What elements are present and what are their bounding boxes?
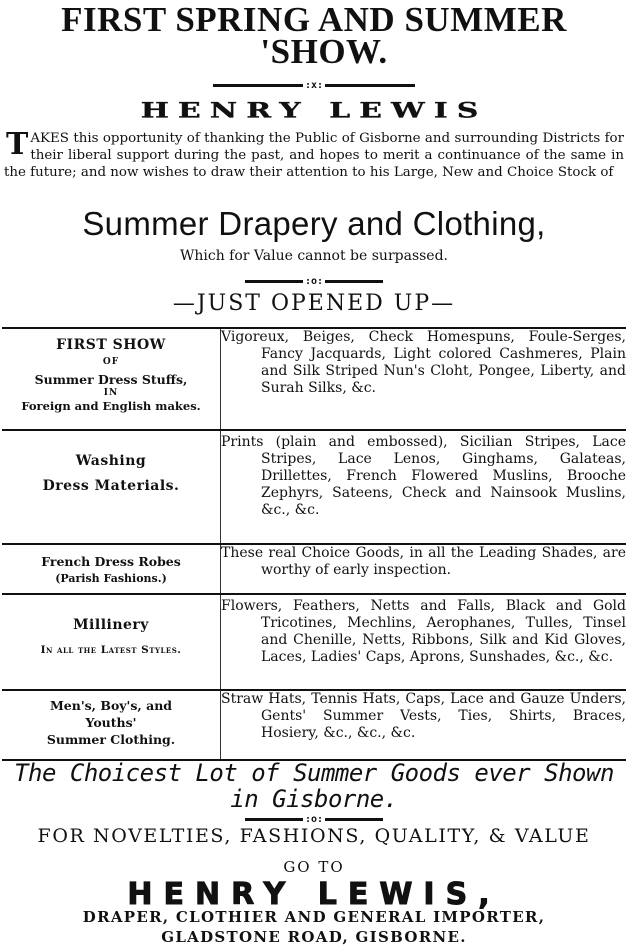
headline-line1: FIRST SPRING AND SUMMER [61, 0, 567, 39]
table-row [2, 594, 626, 690]
table-row [2, 430, 626, 544]
goods-label-line: FIRST SHOW [56, 337, 166, 353]
choicest-slogan [0, 760, 628, 812]
intro-text: AKES this opportunity of thanking the Public of Gisborne and surrounding Districts for their liberal support during the past, and hopes to merit a continuance of the same in the future; and now wishes to draw their attention to his Large, New and Choice Stock of [4, 131, 624, 180]
ornament-2: :o: [304, 275, 324, 287]
goods-description-text: These real Choice Goods, in all the Leading Shades, are worthy of early inspection. [221, 545, 626, 578]
goods-description-text: Prints (plain and embossed), Sicilian Stripes, Lace Stripes, Lace Lenos, Ginghams, Galateas, Drillettes, French Flowered Muslins, Brooche Zephyrs, Sateens, Check and Nainsook Muslins, &c., &c. [221, 434, 626, 518]
ornament-rule-1 [0, 78, 628, 92]
goods-table [2, 327, 626, 761]
goods-label-line: French Dress Robes [41, 554, 181, 569]
goods-label-line: Foreign and English makes. [21, 399, 201, 413]
ornament-3: :o: [304, 813, 324, 825]
goods-label-line: Summer Clothing. [46, 732, 176, 747]
goods-label-line: Millinery [73, 617, 149, 633]
merchant-name: HENRY LEWIS [140, 98, 488, 124]
goods-description-text: Vigoreux, Beiges, Check Homespuns, Foule-Serges, Fancy Jacquards, Light colored Cashmeres, Plain and Silk Striped Nun's Cloht, Pongee, Liberty, and Surah Silks, &c. [221, 329, 626, 396]
address-line: GLADSTONE ROAD, GISBORNE. [161, 928, 467, 946]
go-to-line: GO TO [283, 858, 345, 876]
goods-label-line: Youths' [85, 715, 137, 730]
tagline: Which for Value cannot be surpassed. [179, 248, 449, 264]
goods-description-text: Flowers, Feathers, Netts and Falls, Black and Gold Tricotines, Mechlins, Aerophanes, Tulles, Tinsel and Chenille, Netts, Ribbons, Silk and Kid Gloves, Laces, Ladies' Caps, Aprons, Sunshades, &c., &c. [221, 598, 626, 665]
table-row [2, 690, 626, 760]
choicest-line2: in Gisborne. [230, 785, 398, 813]
goods-description [221, 690, 627, 760]
goods-label-line: (Parish Fashions.) [55, 572, 167, 585]
feature-heading: Summer Drapery and Clothing, [82, 205, 546, 242]
headline [0, 0, 628, 71]
intro-paragraph [0, 127, 628, 181]
ornament-1: :x: [304, 79, 324, 91]
just-opened-heading: —JUST OPENED UP— [172, 291, 456, 316]
goods-label-line: OF [102, 357, 120, 367]
goods-label [2, 328, 221, 430]
goods-description [221, 430, 627, 544]
goods-label-line: In all the Latest Styles. [40, 644, 182, 656]
table-row [2, 544, 626, 594]
goods-label-line: Washing [75, 453, 147, 469]
goods-label [2, 594, 221, 690]
goods-label [2, 690, 221, 760]
table-row [2, 328, 626, 430]
goods-label-line: Men's, Boy's, and [49, 698, 173, 713]
goods-label-line: IN [103, 388, 119, 398]
goods-description-text: Straw Hats, Tennis Hats, Caps, Lace and Gauze Unders, Gents' Summer Vests, Ties, Shirts, Braces, Hosiery, &c., &c., &c. [221, 691, 626, 741]
goods-label-line: Summer Dress Stuffs, [34, 372, 188, 387]
choicest-line1: The Choicest Lot of Summer Goods ever Shown [14, 759, 614, 787]
merchant-name-footer: HENRY LEWIS, [127, 877, 501, 912]
headline-line2: 'SHOW. [260, 32, 388, 71]
goods-label-line: Dress Materials. [42, 478, 180, 494]
goods-description [221, 544, 627, 594]
goods-label [2, 430, 221, 544]
goods-description [221, 328, 627, 430]
novelties-line: FOR NOVELTIES, FASHIONS, QUALITY, & VALUE [37, 825, 591, 847]
intro-dropcap: T [6, 127, 29, 162]
goods-label [2, 544, 221, 594]
occupation-line: DRAPER, CLOTHIER AND GENERAL IMPORTER, [82, 908, 546, 926]
goods-description [221, 594, 627, 690]
ornament-rule-2 [0, 274, 628, 288]
